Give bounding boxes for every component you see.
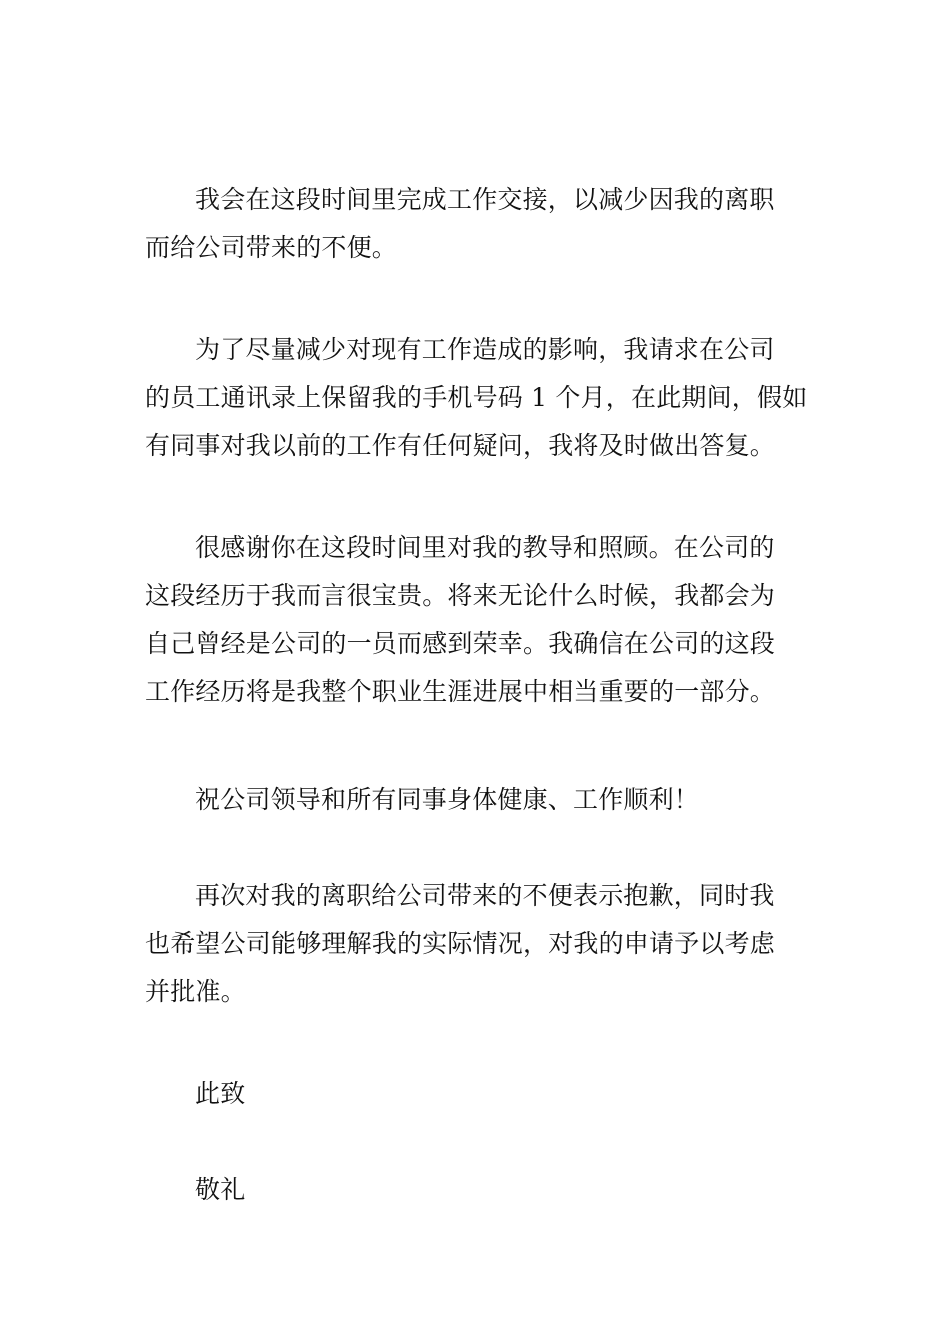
closing-regards <box>145 1166 815 1214</box>
paragraph-line: 我会在这段时间里完成工作交接，以减少因我的离职 <box>195 185 775 214</box>
closing-line: 敬礼 <box>195 1175 246 1204</box>
closing-salutation <box>145 1070 815 1118</box>
paragraph-line: 很感谢你在这段时间里对我的教导和照顾。在公司的 <box>195 533 775 562</box>
paragraph-line: 的员工通讯录上保留我的手机号码 1 个月，在此期间，假如 <box>145 383 808 412</box>
paragraph-line: 并批准。 <box>145 977 246 1006</box>
paragraph-line: 工作经历将是我整个职业生涯进展中相当重要的一部分。 <box>145 677 776 706</box>
paragraph-apology <box>145 872 815 1016</box>
paragraph-line: 祝公司领导和所有同事身体健康、工作顺利！ <box>195 785 700 814</box>
paragraph-line: 再次对我的离职给公司带来的不便表示抱歉，同时我 <box>195 881 775 910</box>
paragraph-line: 也希望公司能够理解我的实际情况，对我的申请予以考虑 <box>145 929 776 958</box>
paragraph-line: 有同事对我以前的工作有任何疑问，我将及时做出答复。 <box>145 431 776 460</box>
paragraph-handover <box>145 176 815 272</box>
paragraph-line: 为了尽量减少对现有工作造成的影响，我请求在公司 <box>195 335 775 364</box>
closing-line: 此致 <box>195 1079 246 1108</box>
paragraph-line: 这段经历于我而言很宝贵。将来无论什么时候，我都会为 <box>145 581 776 610</box>
paragraph-wishes <box>145 776 815 824</box>
paragraph-contact-request <box>145 326 815 470</box>
paragraph-line: 自己曾经是公司的一员而感到荣幸。我确信在公司的这段 <box>145 629 776 658</box>
paragraph-gratitude <box>145 524 815 716</box>
paragraph-line: 而给公司带来的不便。 <box>145 233 398 262</box>
